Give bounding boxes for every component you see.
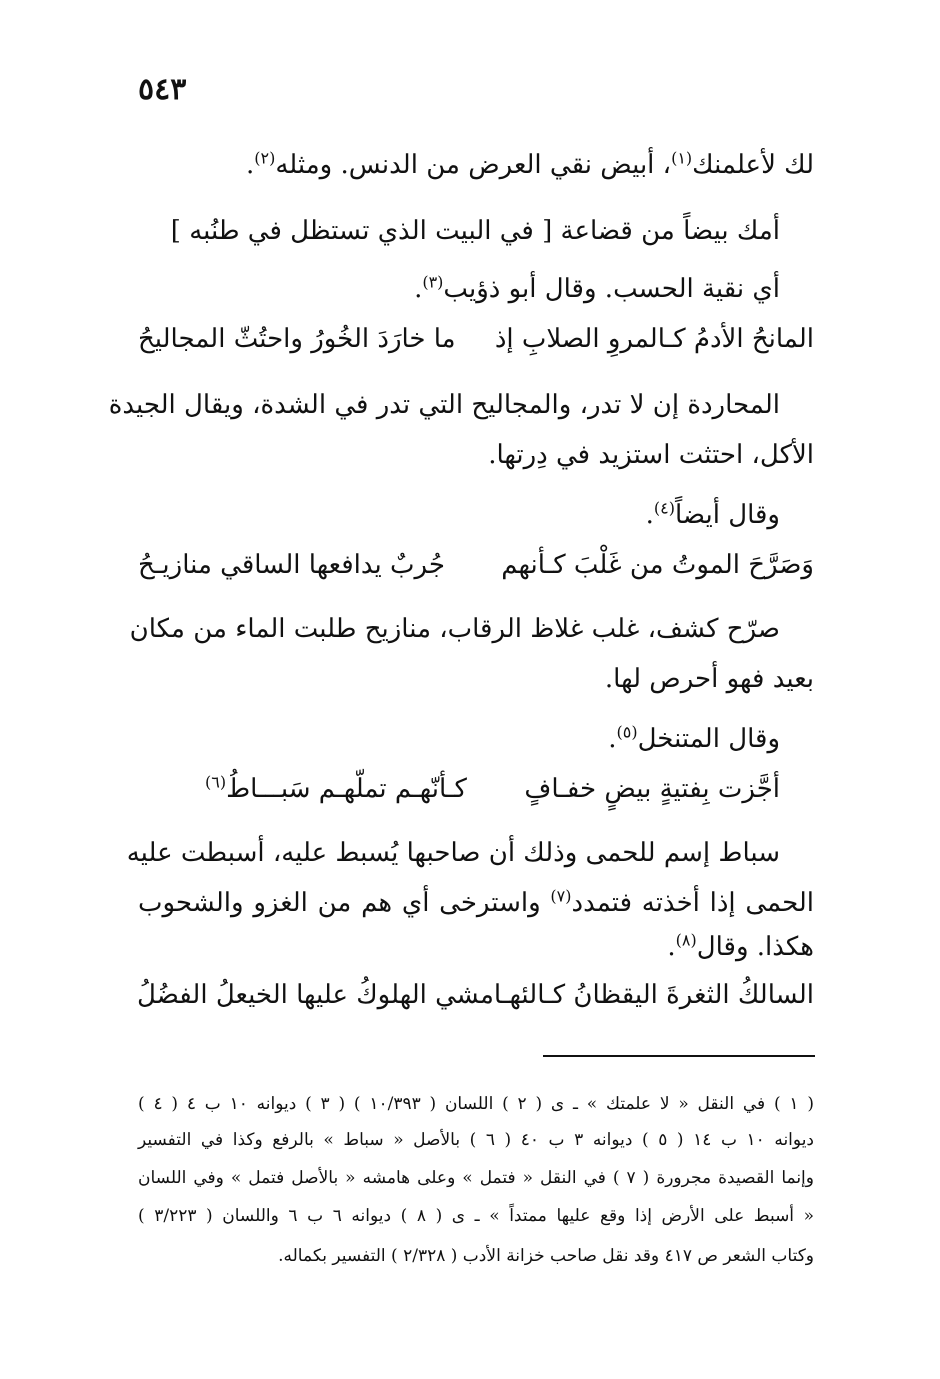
verse-second-hemistich: جُربٌ يدافعها الساقي منازيـحُ (138, 550, 445, 580)
verse-first-hemistich: السالكُ الثغرةَ اليقظانُ كـالئهـا (493, 980, 814, 1010)
verse-second-hemistich (205, 772, 467, 806)
text: هكذا. وقال (696, 932, 814, 962)
verse-second-hemistich: ما خارَدَ الخُورُ واحتُثّ المجاليحُ (138, 324, 456, 354)
text-line-9 (129, 612, 780, 646)
text-line-13 (126, 836, 780, 870)
text-line-3 (414, 272, 780, 306)
verse-1 (138, 322, 814, 356)
text: لك لأعلمنك (692, 150, 814, 180)
text-line-14 (138, 886, 814, 920)
footnote-ref: (٨) (675, 930, 697, 950)
text-line-10 (605, 662, 814, 696)
verse-first-hemistich: وَصَرَّحَ الموتُ من غَلْبَ كـأنهم (501, 550, 814, 580)
text: . (667, 932, 676, 962)
text-line-2 (171, 214, 780, 248)
footnote-line: ديوانه ١٠ ب ١٤ ( ٥ ) ديوانه ٣ ب ٤٠ ( ٦ ) بالأصل « سباط » بالرفع وكذا في التفسير (138, 1130, 814, 1150)
footnote-line: « أسبط على الأرض إذا وقع عليها ممتداً » ـ ى ( ٨ ) ديوانه ٦ ب ٦ واللسان ( ٣/٢٢٣ ) (138, 1206, 815, 1226)
text: أمك بيضاً من قضاعة [ في البيت الذي تستظل في طنُبه ] (170, 216, 780, 246)
footnote-line: وكتاب الشعر ص ٤١٧ وقد نقل صاحب خزانة الأدب ( ٢/٣٢٨ ) التفسير بكماله. (278, 1246, 814, 1266)
text: . (246, 150, 255, 180)
text: . (414, 274, 423, 304)
verse-3 (205, 772, 780, 806)
text: الحمى إذا أخذته فتمدد (571, 888, 814, 918)
footnote-line: ( ١ ) في النقل « لا علمتك » ـ ى ( ٢ ) اللسان ( ١٠/٣٩٣ ) ( ٣ ) ديوانه ١٠ ب ٤ ( ٤ ) (138, 1094, 814, 1114)
verse-4 (138, 978, 814, 1012)
verse-first-hemistich: المانحُ الأدمُ كـالمروِ الصلابِ إذ (494, 324, 814, 354)
text: بعيد فهو أحرص لها. (604, 664, 814, 694)
footnote-ref: (٢) (254, 148, 276, 168)
text: . (608, 724, 617, 754)
footnote-ref: (٤) (653, 498, 675, 518)
text: وقال المتنخل (637, 724, 780, 754)
footnote-separator (543, 1055, 815, 1057)
verse-first-hemistich: أجَّزت بِفتيةٍ بيضٍ خفـافٍ (524, 774, 780, 804)
text-line-5 (108, 388, 780, 422)
footnote-ref: (٧) (550, 886, 572, 906)
text-line-7 (646, 498, 780, 532)
text: صرّح كشف، غلب غلاظ الرقاب، منازيح طلبت الماء من مكان (129, 614, 780, 644)
text: الأكل، احتثت استزيد في دِرتها. (488, 440, 814, 470)
verse-2 (138, 548, 814, 582)
footnote-line: وإنما القصيدة مجرورة ( ٧ ) في النقل « فتمل » وعلى هامشه « بالأصل فتمل » وفي اللسان (138, 1168, 814, 1188)
footnote-ref: (١) (671, 148, 693, 168)
text-line-11 (608, 722, 780, 756)
text: . (645, 500, 654, 530)
text-line-6 (488, 438, 814, 472)
text-line-15 (667, 930, 814, 964)
text: المحاردة إن لا تدر، والمجاليح التي تدر في الشدة، ويقال الجيدة (108, 390, 780, 420)
footnote-ref: (٦) (205, 772, 227, 792)
text: سباط إسم للحمى وذلك أن صاحبها يُسبط عليه، أسبطت عليه (126, 838, 780, 868)
text: وقال أيضاً (675, 500, 780, 530)
text: واسترخى أي هم من الغزو والشحوب (138, 888, 541, 918)
text: ، أبيض نقي العرض من الدنس. ومثله (275, 150, 672, 180)
text-line-1 (246, 148, 814, 182)
text: أي نقية الحسب. وقال أبو ذؤيب (443, 274, 780, 304)
text: كـأنّهـم تملّهـم سَبـــاطُ (226, 774, 467, 804)
page-number: ٥٤٣ (138, 72, 187, 107)
footnote-ref: (٣) (422, 272, 444, 292)
verse-second-hemistich: مشي الهلوكُ عليها الخيعلُ الفضُلُ (137, 980, 494, 1010)
footnote-ref: (٥) (616, 722, 638, 742)
